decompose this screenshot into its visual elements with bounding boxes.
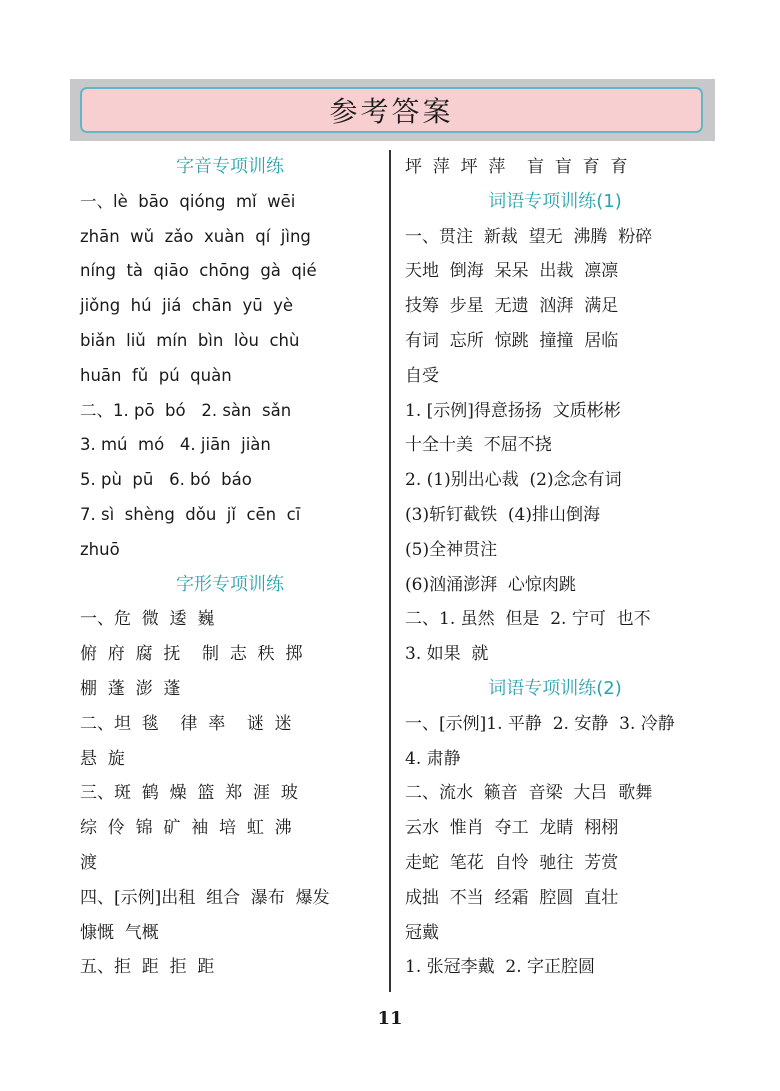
- answer-line: 2. (1)别出心裁 (2)念念有词: [405, 470, 622, 491]
- answer-line: jiǒng hú jiá chān yū yè: [80, 296, 294, 316]
- answer-line: (5)全神贯注: [405, 539, 498, 560]
- page-title: 参考答案: [80, 87, 703, 133]
- answer-line: 云水 惟肖 夺工 龙睛 栩栩: [405, 818, 619, 839]
- answer-line: 4. 肃静: [405, 748, 461, 769]
- answer-line: 二、1. 虽然 但是 2. 宁可 也不: [405, 609, 651, 630]
- answer-line: 三、斑 鹤 燥 篮 郑 涯 玻: [80, 783, 298, 804]
- answer-line: 3. mú mó 4. jiān jiàn: [80, 435, 271, 455]
- answer-line: 二、坦 毯 律 率 谜 迷: [80, 713, 292, 734]
- answer-line: 5. pù pū 6. bó báo: [80, 470, 252, 490]
- section-heading: 字形专项训练: [176, 573, 284, 595]
- answer-line: 一、lè bāo qióng mǐ wēi: [80, 191, 296, 211]
- answer-line: 综 伶 锦 矿 袖 培 虹 沸: [80, 818, 292, 839]
- answer-line: 冠戴: [405, 922, 439, 943]
- answer-line: 渡: [80, 852, 97, 873]
- answer-line: 走蛇 笔花 自怜 驰往 芳赏: [405, 852, 619, 873]
- answer-line: 四、[示例]出租 组合 瀑布 爆发: [80, 887, 330, 908]
- answer-line: 二、流水 籁音 音梁 大吕 歌舞: [405, 783, 653, 804]
- answer-line: níng tà qiāo chōng gà qié: [80, 261, 317, 281]
- answer-line: 悬 旋: [80, 748, 125, 769]
- right-column: [405, 150, 705, 985]
- answer-line: 一、[示例]1. 平静 2. 安静 3. 冷静: [405, 713, 675, 734]
- answer-line: 一、危 微 逶 巍: [80, 609, 215, 630]
- section-heading: 词语专项训练(1): [488, 190, 622, 212]
- answer-line: 一、贯注 新裁 望无 沸腾 粉碎: [405, 226, 653, 247]
- answer-line: 坪 萍 坪 萍 盲 盲 育 育: [405, 157, 628, 177]
- answer-line: 成拙 不当 经霜 腔圆 直壮: [405, 887, 619, 908]
- answer-line: 棚 蓬 澎 蓬: [80, 678, 181, 699]
- answer-line: 有词 忘所 惊跳 撞撞 居临: [405, 330, 619, 351]
- answer-line: 天地 倒海 呆呆 出裁 凛凛: [405, 261, 619, 282]
- answer-line: zhān wǔ zǎo xuàn qí jìng: [80, 226, 311, 246]
- answer-line: 十全十美 不屈不挠: [405, 435, 552, 456]
- answer-line: 二、1. pō bó 2. sàn sǎn: [80, 400, 292, 420]
- answer-line: huān fǔ pú quàn: [80, 365, 232, 385]
- section-heading: 字音专项训练: [176, 156, 284, 177]
- column-divider: [389, 150, 391, 992]
- answer-line: zhuō: [80, 539, 120, 559]
- answer-line: 1. [示例]得意扬扬 文质彬彬: [405, 400, 621, 421]
- answer-line: 俯 府 腐 抚 制 志 秩 掷: [80, 644, 303, 665]
- answer-line: 1. 张冠李戴 2. 字正腔圆: [405, 957, 596, 978]
- answer-line: 技筹 步星 无遗 汹湃 满足: [405, 296, 619, 317]
- section-heading: 词语专项训练(2): [488, 677, 622, 699]
- answer-line: biǎn liǔ mín bìn lòu chù: [80, 330, 300, 350]
- answer-line: 慷慨 气概: [80, 922, 159, 943]
- page-number: 11: [377, 1008, 403, 1029]
- answer-line: (6)汹涌澎湃 心惊肉跳: [405, 574, 576, 595]
- answer-line: 7. sì shèng dǒu jǐ cēn cī: [80, 504, 301, 524]
- left-column: [80, 150, 380, 985]
- answer-line: (3)斩钉截铁 (4)排山倒海: [405, 504, 600, 525]
- answer-line: 自受: [405, 365, 439, 386]
- answer-line: 五、拒 距 拒 距: [80, 957, 215, 978]
- answer-line: 3. 如果 就: [405, 644, 489, 665]
